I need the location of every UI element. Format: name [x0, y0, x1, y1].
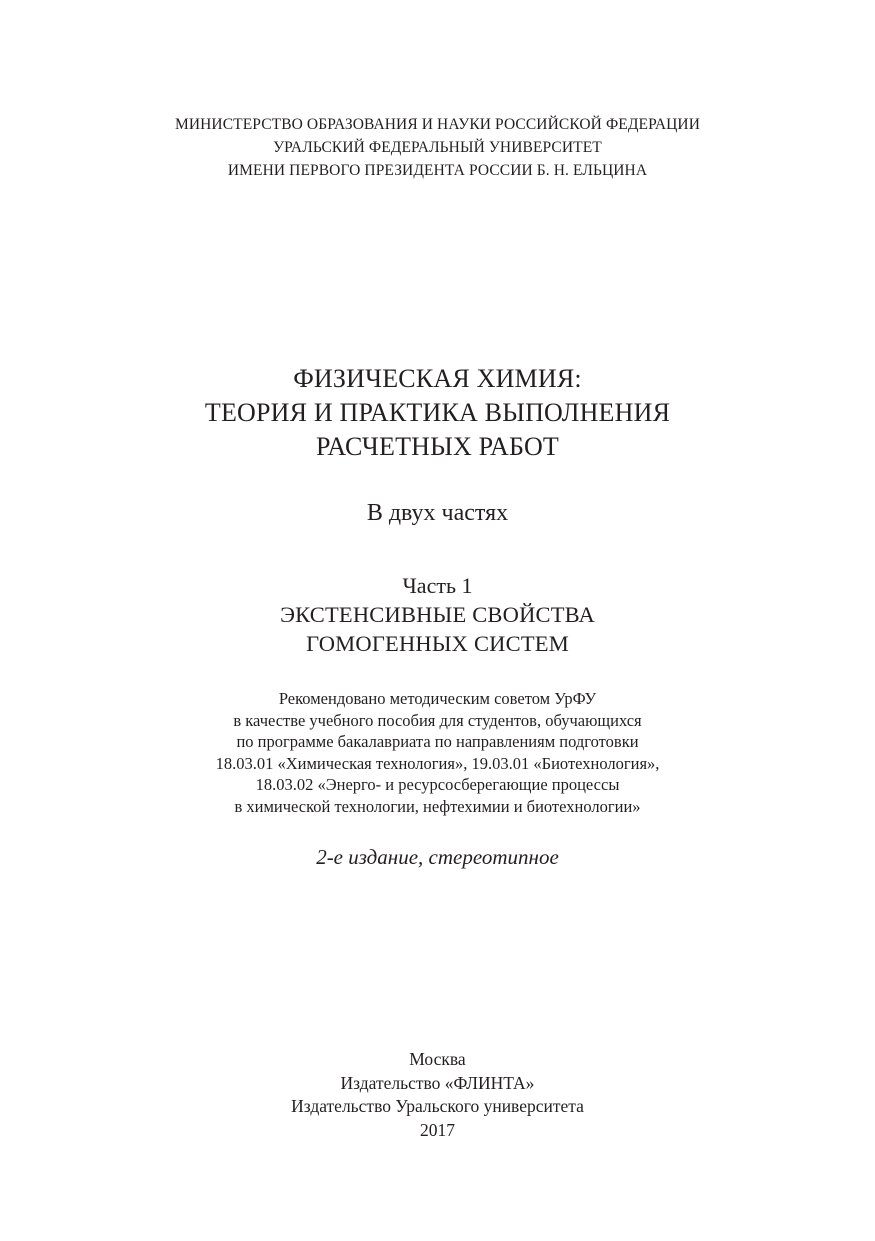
title-line-3: РАСЧЕТНЫХ РАБОТ: [315, 432, 560, 461]
book-subtitle: [0, 498, 875, 528]
imprint-city: Москва: [409, 1049, 466, 1069]
subtitle-text: В двух частях: [366, 500, 509, 526]
title-line-1: ФИЗИЧЕСКАЯ ХИМИЯ:: [293, 364, 582, 393]
recommendation-line-2: в качестве учебного пособия для студентов, обучающихся: [233, 710, 642, 730]
recommendation-line-4: 18.03.01 «Химическая технология», 19.03.01 «Биотехнология»,: [215, 753, 660, 773]
imprint-publisher-flinta: Издательство «ФЛИНТА»: [340, 1072, 535, 1093]
imprint-publisher-ural: Издательство Уральского университета: [291, 1096, 584, 1116]
book-title: [0, 362, 875, 464]
header-line-university: УРАЛЬСКИЙ ФЕДЕРАЛЬНЫЙ УНИВЕРСИТЕТ: [273, 139, 602, 156]
header-institution: [0, 113, 875, 182]
imprint: [0, 1048, 875, 1142]
part-title-line-1: ЭКСТЕНСИВНЫЕ СВОЙСТВА: [280, 602, 595, 627]
part-title-line-2: ГОМОГЕННЫХ СИСТЕМ: [306, 631, 569, 656]
recommendation-line-3: по программе бакалавриата по направлениям подготовки: [236, 732, 639, 751]
header-line-university-name: ИМЕНИ ПЕРВОГО ПРЕЗИДЕНТА РОССИИ Б. Н. ЕЛЬЦИНА: [227, 162, 648, 179]
part-heading: [0, 572, 875, 658]
part-label: Часть 1: [402, 573, 473, 598]
imprint-year: 2017: [420, 1119, 455, 1140]
recommendation-note: [0, 688, 875, 817]
header-line-ministry: МИНИСТЕРСТВО ОБРАЗОВАНИЯ И НАУКИ РОССИЙСКОЙ ФЕДЕРАЦИИ: [174, 116, 701, 133]
recommendation-line-1: Рекомендовано методическим советом УрФУ: [278, 689, 597, 708]
recommendation-line-6: в химической технологии, нефтехимии и биотехнологии»: [234, 796, 641, 816]
edition-text: 2-е издание, стереотипное: [316, 845, 559, 869]
title-line-2: ТЕОРИЯ И ПРАКТИКА ВЫПОЛНЕНИЯ: [204, 398, 671, 427]
edition-note: [0, 843, 875, 871]
recommendation-line-5: 18.03.02 «Энерго- и ресурсосберегающие процессы: [255, 775, 620, 794]
